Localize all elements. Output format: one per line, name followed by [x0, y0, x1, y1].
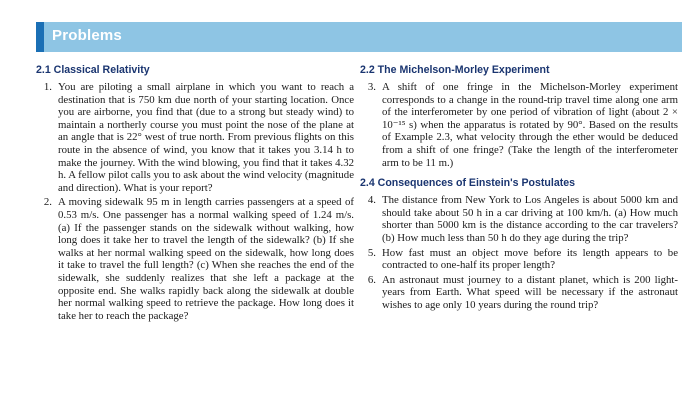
banner-accent-bar [36, 22, 44, 52]
section-heading-2-1: 2.1 Classical Relativity [36, 64, 150, 76]
left-column [36, 64, 354, 324]
problem-2 [36, 196, 354, 322]
problem-text: How fast must an object move before its length appears to be contracted to one-half its proper length? [382, 246, 678, 272]
problem-text: The distance from New York to Los Angeles is about 5000 km and should take about 50 h in a car driving at 100 km/h. (a) How much shorter than 5000 km is the distance according to the car travelers? (b) How much less than 50 h do they age during the trip? [382, 194, 678, 244]
problem-number: 5. [367, 246, 376, 259]
problem-text: A moving sidewalk 95 m in length carries passengers at a speed of 0.53 m/s. One passenger has a normal walking speed of 1.24 m/s. (a) If the passenger stands on the sidewalk without walking, how long does it take her to travel the length of the sidewalk? (b) If she walks at her normal walking speed on the sidewalk, how long does it take to travel the full length? (c) When she reaches the end of the sidewalk, she suddenly realizes that she left a package at the opposite end. She walks rapidly back along the sidewalk at double her normal walking speed to retrieve the package. How long does it take her to reach the package? [58, 196, 354, 322]
problem-4 [360, 194, 678, 244]
problem-number: 6. [367, 273, 376, 286]
section-heading-2-4: 2.4 Consequences of Einstein's Postulates [360, 177, 576, 190]
problem-number: 2. [43, 196, 52, 209]
problem-3 [360, 81, 678, 169]
problem-text: A shift of one fringe in the Michelson-Morley experiment corresponds to a change in the round-trip travel time along one arm of the interferometer by one period of vibration of light (about 2 × 10⁻¹⁵ s) when the apparatus is rotated by 90°. Based on the results of Example 2.3, what velocity through the ether would be deduced from a shift of one fringe? (Take the length of the interferometer arm to be 11 m.) [382, 81, 678, 169]
right-column [360, 64, 678, 314]
section-heading-2-2: 2.2 The Michelson-Morley Experiment [360, 64, 550, 76]
problem-number: 1. [43, 81, 52, 93]
banner-title: Problems [52, 27, 122, 44]
problem-5 [360, 247, 678, 272]
problem-number: 3. [367, 81, 376, 93]
problem-number: 4. [367, 194, 376, 207]
problem-6 [360, 274, 678, 312]
problem-1 [36, 81, 354, 194]
problems-banner [36, 22, 682, 52]
problem-text: An astronaut must journey to a distant planet, which is 200 light-years from Earth. What speed will be necessary if the astronaut wishes to age only 10 years during the round trip? [382, 273, 678, 311]
problem-text: You are piloting a small airplane in which you want to reach a destination that is 750 km due north of your starting location. Once you are airborne, you find that (due to a strong but steady wind) to maintain a northerly course you must point the nose of the plane at an angle that is 22° west of true north. From previous flights on this route in the absence of wind, you know that it takes you 3.14 h to make the journey. With the wind blowing, you find that it takes 4.32 h. A fellow pilot calls you to ask about the wind velocity (magnitude and direction). What is your report? [58, 81, 354, 194]
